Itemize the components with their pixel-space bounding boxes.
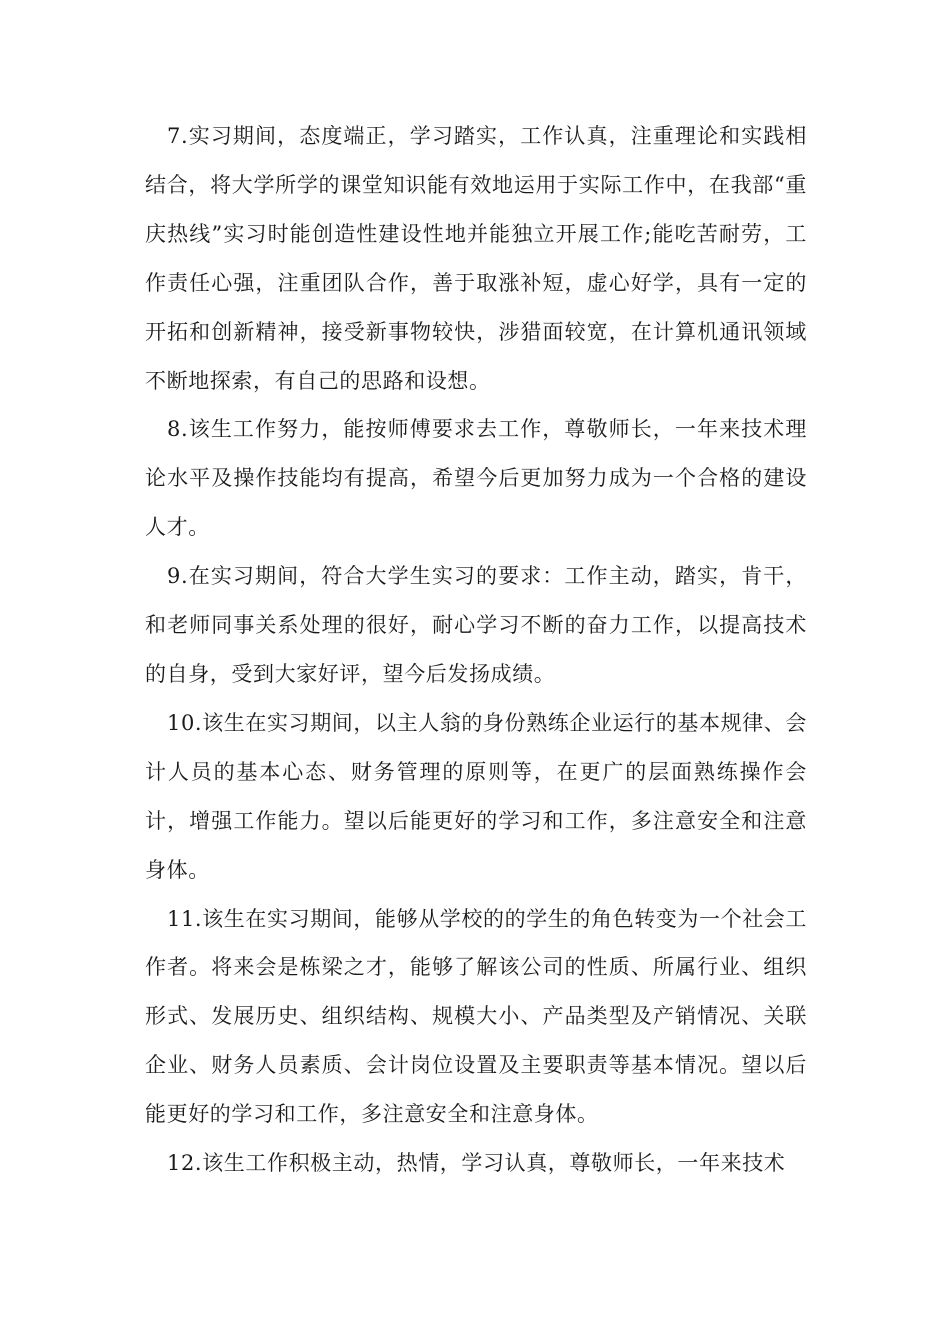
paragraph-7: 7.实习期间，态度端正，学习踏实，工作认真，注重理论和实践相结合，将大学所学的课堂知识能有效地运用于实际工作中，在我部“重庆热线”实习时能创造性建设性地并能独立开展工作;能吃苦耐劳，工作责任心强，注重团队合作，善于取涨补短，虚心好学，具有一定的开拓和创新精神，接受新事物较快，涉猎面较宽，在计算机通讯领域不断地探索，有自己的思路和设想。	[145, 124, 807, 393]
paragraph-9: 9.在实习期间，符合大学生实习的要求：工作主动，踏实，肯干，和老师同事关系处理的很好，耐心学习不断的奋力工作，以提高技术的自身，受到大家好评，望今后发扬成绩。	[145, 564, 807, 686]
paragraph-10: 10.该生在实习期间，以主人翁的身份熟练企业运行的基本规律、会计人员的基本心态、财务管理的原则等，在更广的层面熟练操作会计，增强工作能力。望以后能更好的学习和工作，多注意安全和注意身体。	[145, 710, 807, 882]
paragraph-11: 11.该生在实习期间，能够从学校的的学生的角色转变为一个社会工作者。将来会是栋梁之才，能够了解该公司的性质、所属行业、组织形式、发展历史、组织结构、规模大小、产品类型及产销情况、关联企业、财务人员素质、会计岗位设置及主要职责等基本情况。望以后能更好的学习和工作，多注意安全和注意身体。	[145, 906, 807, 1127]
paragraph-12: 12.该生工作积极主动，热情，学习认真，尊敬师长，一年来技术	[167, 1151, 786, 1176]
document-body	[145, 112, 807, 1188]
paragraph-8: 8.该生工作努力，能按师傅要求去工作，尊敬师长，一年来技术理论水平及操作技能均有提高，希望今后更加努力成为一个合格的建设人才。	[145, 417, 807, 540]
